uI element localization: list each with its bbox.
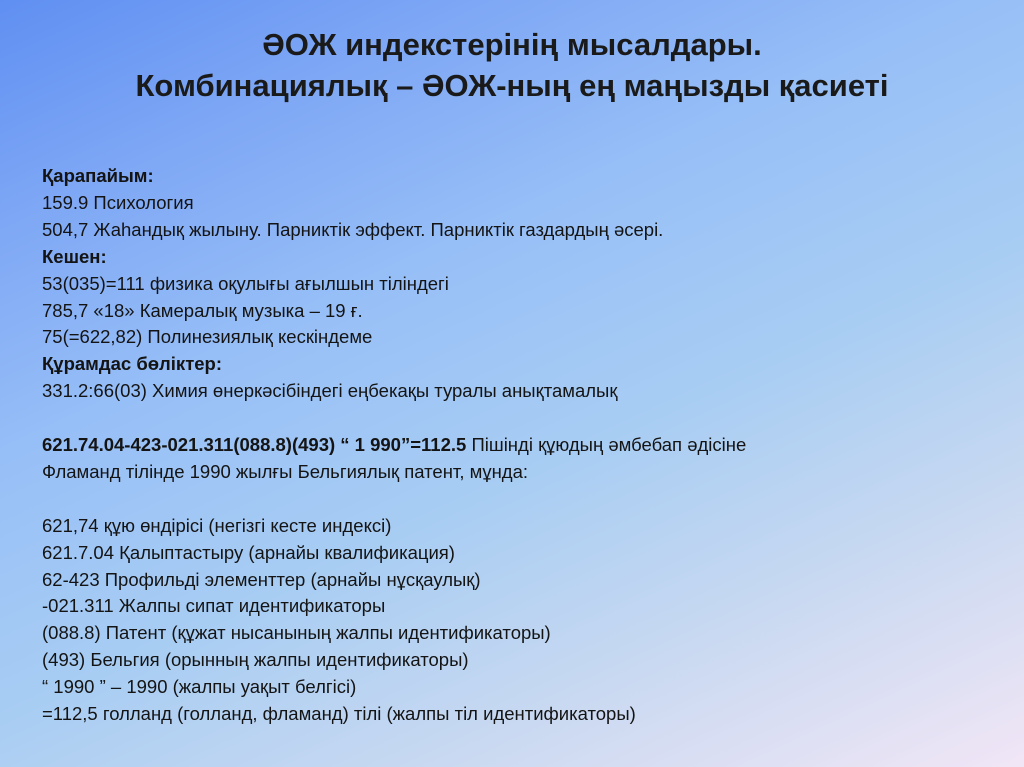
breakdown-item: 621.7.04 Қалыптастыру (арнайы квалификация) [42,541,455,563]
list-item: 785,7 «18» Камералық музыка – 19 ғ. [42,299,363,321]
title-line-2: Комбинациялық – ӘОЖ-ның ең маңызды қасиеті [135,68,889,103]
title-line-1: ӘОЖ индекстерінің мысалдары. [262,27,762,62]
breakdown-item: (493) Бельгия (орынның жалпы идентификаторы) [42,649,469,671]
section-heading-simple: Қарапайым: [42,165,154,186]
breakdown-item: (088.8) Патент (құжат нысанының жалпы идентификаторы) [42,622,551,644]
list-item: 331.2:66(03) Химия өнеркәсібіндегі еңбекақы туралы анықтамалық [42,380,618,402]
section-heading-complex: Кешен: [42,245,107,267]
breakdown-item: =112,5 голланд (голланд, фламанд) тілі (жалпы тіл идентификаторы) [42,703,636,725]
breakdown-item: 621,74 құю өндірісі (негізгі кесте индексі) [42,514,392,536]
breakdown-item: “ 1990 ” – 1990 (жалпы уақыт белгісі) [42,676,357,698]
list-item: 75(=622,82) Полинезиялық кескіндеме [42,326,373,348]
section-heading-components: Құрамдас бөліктер: [42,353,223,375]
example-line [42,432,1002,459]
list-item: 159.9 Психология [42,191,194,213]
example-description: Пішінді құюдың әмбебап әдісіне [466,434,747,456]
example-code: 621.74.04-423-021.311(088.8)(493) “ 1 990”=112.5 [42,434,467,456]
slide-body [42,163,1002,728]
breakdown-item: 62-423 Профильді элементтер (арнайы нұсқаулық) [42,568,481,590]
breakdown-item: -021.311 Жалпы сипат идентификаторы [42,595,386,617]
example-description-continued: Фламанд тілінде 1990 жылғы Бельгиялық патент, мұнда: [42,460,529,482]
spacer [42,486,1002,513]
slide-title [0,24,1024,106]
list-item: 53(035)=111 физика оқулығы ағылшын тіліндегі [42,272,449,294]
list-item: 504,7 Жаһандық жылыну. Парниктік эффект. Парниктік газдардың әсері. [42,218,664,240]
spacer [42,405,1002,432]
